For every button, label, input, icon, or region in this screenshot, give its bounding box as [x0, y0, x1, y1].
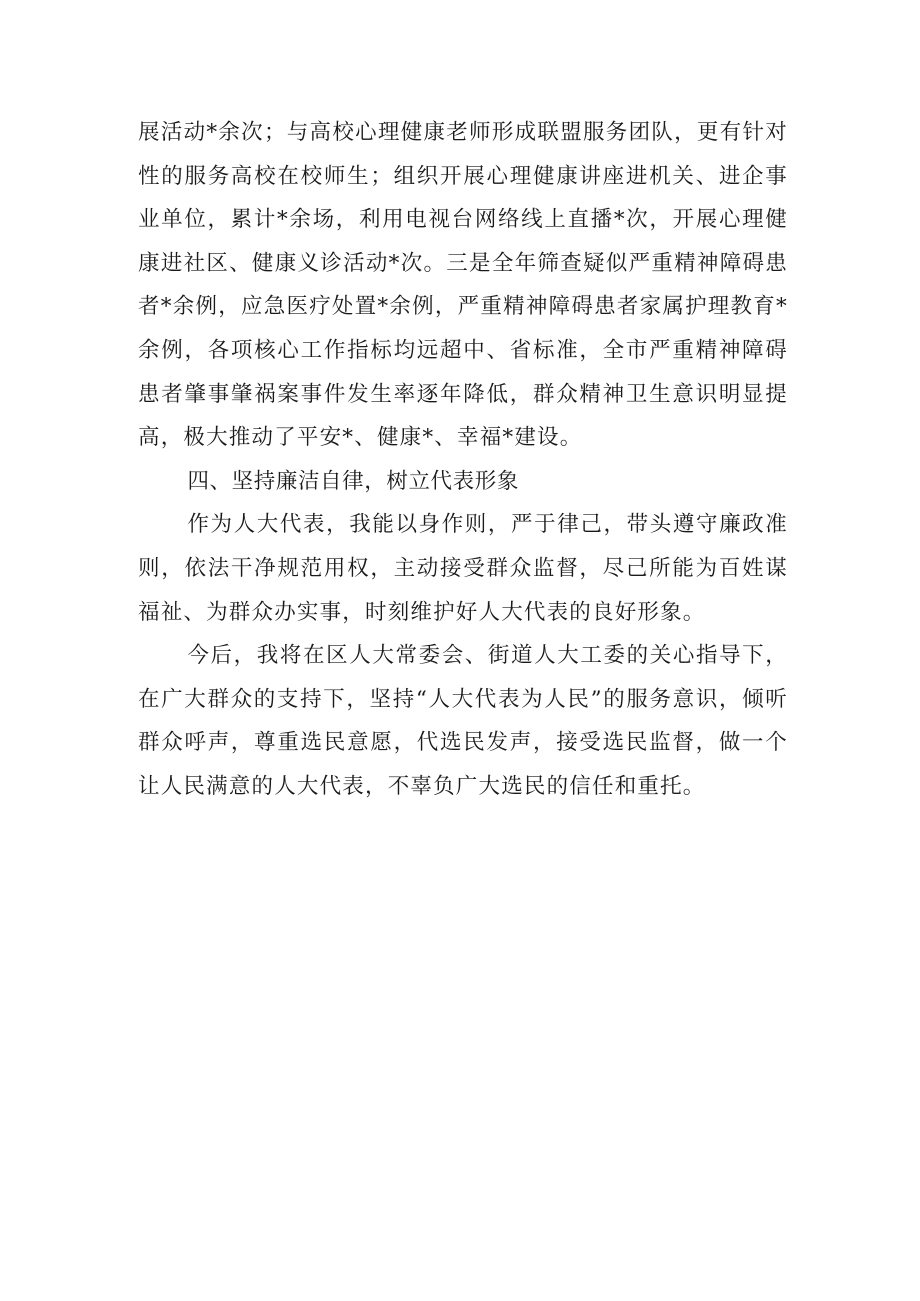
body-paragraph-integrity: 作为人大代表，我能以身作则，严于律己，带头遵守廉政准则，依法干净规范用权，主动接受群众监督，尽己所能为百姓谋福祉、为群众办实事，时刻维护好人大代表的良好形象。: [138, 512, 788, 625]
body-paragraph-continued: 展活动*余次；与高校心理健康老师形成联盟服务团队，更有针对性的服务高校在校师生；组织开展心理健康讲座进机关、进企事业单位，累计*余场，利用电视台网络线上直播*次，开展心理健康进社区、健康义诊活动*次。三是全年筛查疑似严重精神障碍患者*余例，应急医疗处置*余例，严重精神障碍患者家属护理教育*余例，各项核心工作指标均远超中、省标准，全市严重精神障碍患者肇事肇祸案事件发生率逐年降低，群众精神卫生意识明显提高，极大推动了平安*、健康*、幸福*建设。: [138, 120, 788, 451]
body-paragraph-conclusion: 今后，我将在区人大常委会、街道人大工委的关心指导下，在广大群众的支持下，坚持“人大代表为人民”的服务意识，倾听群众呼声，尊重选民意愿，代选民发声，接受选民监督，做一个让人民满意的人大代表，不辜负广大选民的信任和重托。: [138, 643, 788, 799]
document-body: [138, 111, 788, 809]
section-heading: 四、坚持廉洁自律，树立代表形象: [187, 468, 519, 494]
